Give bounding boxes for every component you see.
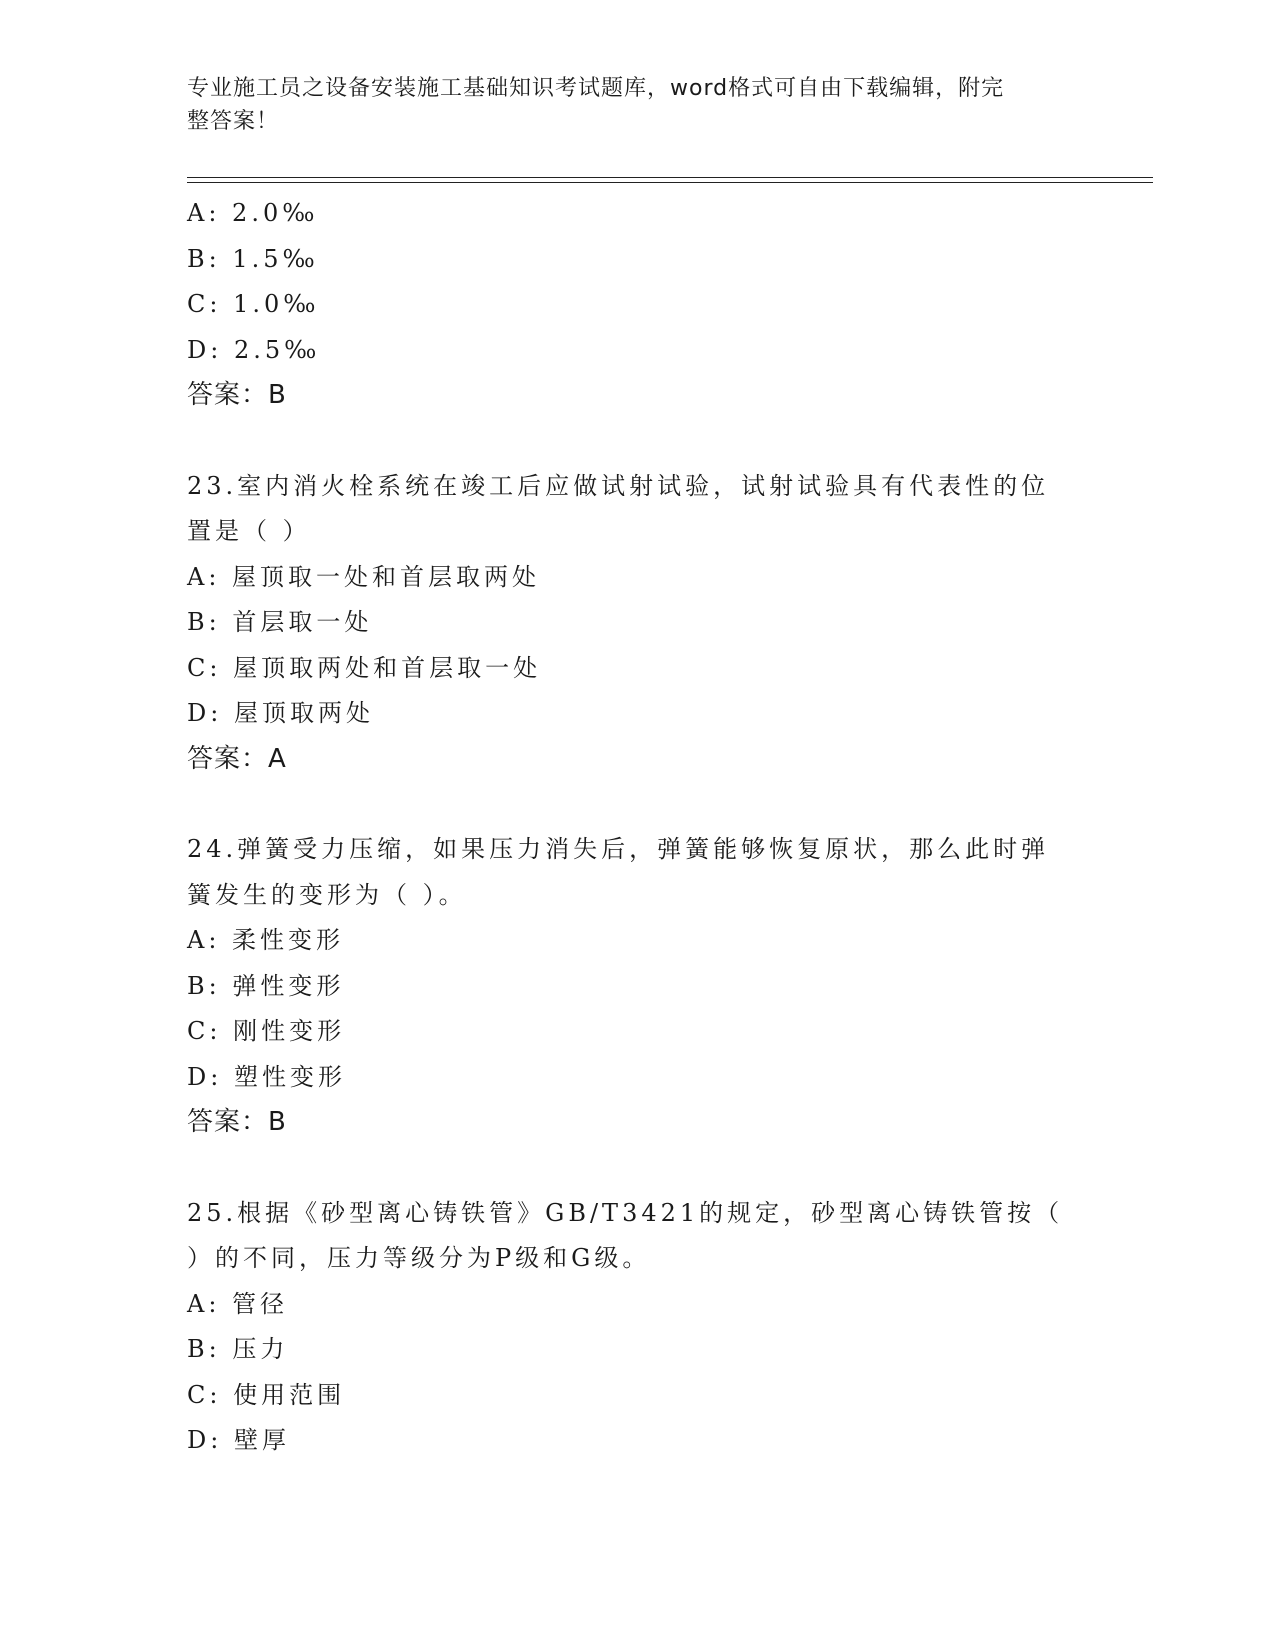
- spacer: [187, 419, 1087, 464]
- option-d: D: 塑性变形: [187, 1062, 346, 1091]
- option-c: C: 屋顶取两处和首层取一处: [187, 653, 542, 682]
- answer: 答案：B: [187, 380, 287, 410]
- header-divider-top: [187, 177, 1153, 178]
- question-text-line-2: ）的不同，压力等级分为P级和G级。: [187, 1244, 651, 1272]
- question-text-line-1: 23.室内消火栓系统在竣工后应做试射试验，试射试验具有代表性的位: [187, 471, 1050, 500]
- spacer: [187, 1146, 1087, 1191]
- spacer: [187, 782, 1087, 827]
- question-24: [187, 827, 1087, 1146]
- option-b: B: 弹性变形: [187, 971, 345, 1000]
- option-b: B: 首层取一处: [187, 608, 373, 636]
- question-text-line-2: 簧发生的变形为（ ）。: [187, 880, 467, 909]
- question-list: [187, 191, 1087, 1464]
- option-b: B: 1.5‰: [187, 244, 319, 273]
- option-c: C: 1.0‰: [187, 290, 320, 318]
- option-c: C: 使用范围: [187, 1380, 346, 1409]
- answer: 答案：B: [187, 1107, 287, 1137]
- header-divider-bottom: [187, 182, 1153, 183]
- question-25: [187, 1191, 1087, 1464]
- question-text-line-1: 24.弹簧受力压缩，如果压力消失后，弹簧能够恢复原状，那么此时弹: [187, 835, 1050, 863]
- option-c: C: 刚性变形: [187, 1017, 346, 1045]
- document-header: [187, 72, 1067, 138]
- option-a: A: 屋顶取一处和首层取两处: [187, 562, 541, 591]
- question-23: [187, 464, 1087, 783]
- option-a: A: 柔性变形: [187, 926, 345, 954]
- header-line-1: 专业施工员之设备安装施工基础知识考试题库，word格式可自由下载编辑，附完: [187, 76, 1005, 101]
- question-text-line-1: 25.根据《砂型离心铸铁管》GB/T3421的规定，砂型离心铸铁管按（: [187, 1198, 1064, 1227]
- question-text-line-2: 置是（ ）: [187, 517, 311, 545]
- option-d: D: 屋顶取两处: [187, 699, 374, 727]
- option-d: D: 2.5‰: [187, 335, 321, 364]
- question-22: [187, 191, 1087, 419]
- header-line-2: 整答案！: [187, 109, 280, 134]
- option-a: A: 管径: [187, 1289, 289, 1318]
- answer: 答案：A: [187, 743, 287, 774]
- option-b: B: 压力: [187, 1335, 289, 1363]
- option-a: A: 2.0‰: [187, 199, 319, 227]
- option-d: D: 壁厚: [187, 1426, 290, 1454]
